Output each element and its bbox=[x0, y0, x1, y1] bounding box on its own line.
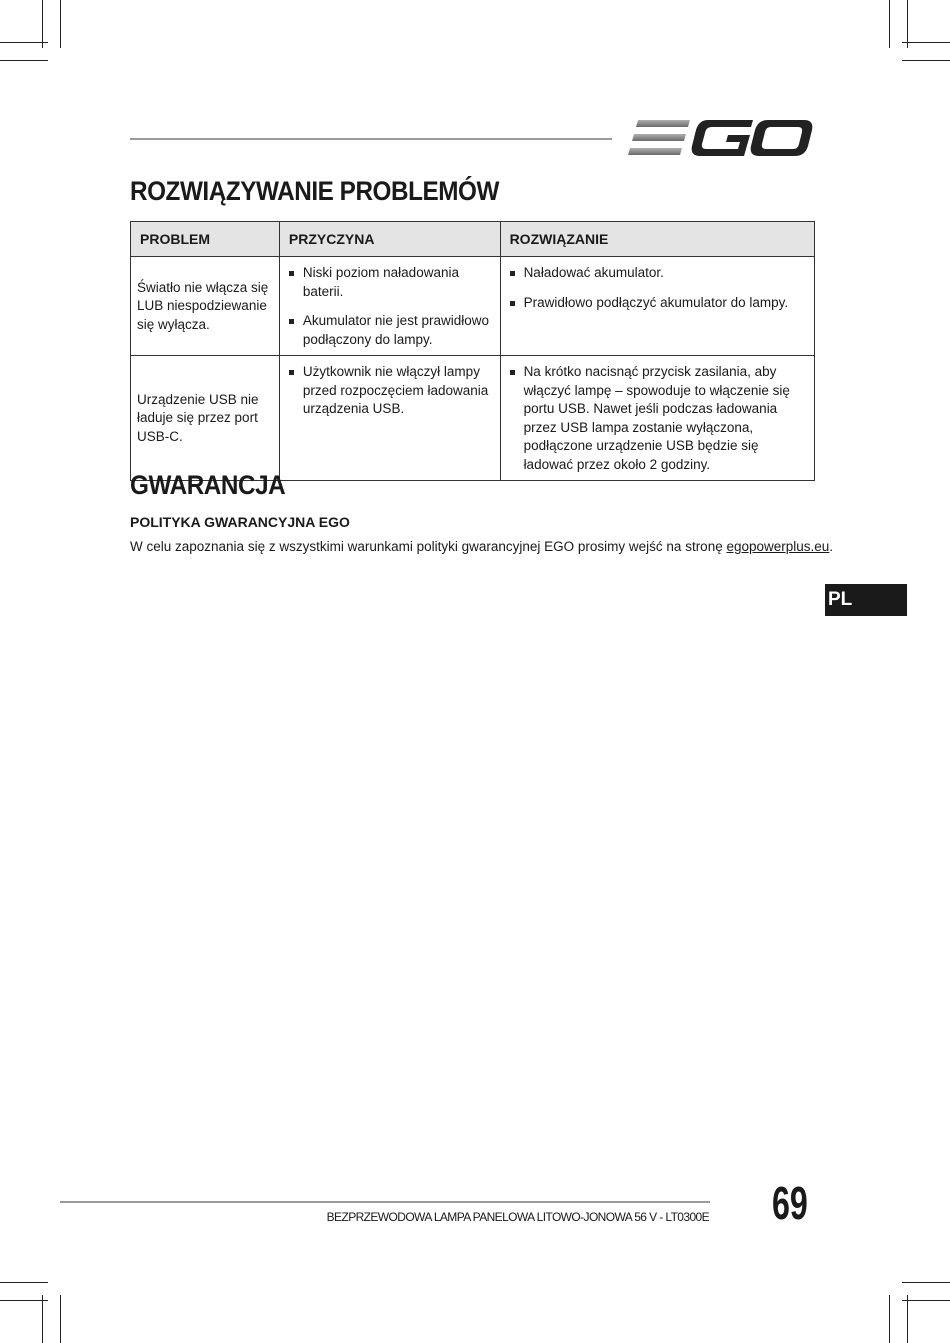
crop-mark bbox=[0, 60, 48, 61]
crop-mark bbox=[889, 1295, 890, 1343]
page-number: 69 bbox=[772, 1177, 808, 1229]
crop-mark bbox=[60, 1295, 61, 1343]
solution-item: Naładować akumulator. bbox=[507, 264, 808, 283]
table-row bbox=[131, 356, 815, 481]
troubleshooting-table bbox=[130, 221, 815, 481]
header-solution: ROZWIĄZANIE bbox=[500, 222, 814, 257]
warranty-text-body: W celu zapoznania się z wszystkimi warunkami polityki gwarancyjnej EGO prosimy wejść na stronę bbox=[130, 539, 727, 554]
crop-mark bbox=[902, 60, 950, 61]
problem-cell: Światło nie włącza się LUB niespodziewanie się wyłącza. bbox=[131, 257, 280, 356]
problem-cell: Urządzenie USB nie ładuje się przez port USB-C. bbox=[131, 356, 280, 481]
troubleshooting-title: ROZWIĄZYWANIE PROBLEMÓW bbox=[130, 176, 499, 206]
cause-cell bbox=[279, 356, 500, 481]
crop-mark bbox=[889, 0, 890, 48]
warranty-link[interactable]: egopowerplus.eu bbox=[726, 539, 830, 554]
crop-mark bbox=[0, 1300, 48, 1301]
solution-item: Na krótko nacisnąć przycisk zasilania, aby włączyć lampę – spowoduje to włączenie się portu USB. Nawet jeśli podczas ładowania przez USB lampa zostanie wyłączona, podłączone urządzenie USB będzie się ładować przez około 2 godziny. bbox=[507, 363, 808, 474]
table-header-row bbox=[131, 222, 815, 257]
cause-cell bbox=[279, 257, 500, 356]
footer-rule bbox=[60, 1201, 710, 1203]
crop-mark bbox=[902, 42, 950, 43]
cause-item: Użytkownik nie włączył lampy przed rozpoczęciem ładowania urządzenia USB. bbox=[286, 363, 494, 419]
language-tab: PL bbox=[825, 584, 907, 616]
header-cause: PRZYCZYNA bbox=[279, 222, 500, 257]
crop-mark bbox=[907, 0, 908, 48]
crop-mark bbox=[902, 1300, 950, 1301]
footer-product-name: BEZPRZEWODOWA LAMPA PANELOWA LITOWO-JONOWA 56 V - LT0300E bbox=[326, 1210, 709, 1224]
warranty-text-end: . bbox=[829, 539, 834, 554]
crop-mark bbox=[907, 1295, 908, 1343]
table-row bbox=[131, 257, 815, 356]
cause-item: Akumulator nie jest prawidłowo podłączony do lampy. bbox=[286, 312, 494, 349]
cause-item: Niski poziom naładowania baterii. bbox=[286, 264, 494, 301]
crop-mark bbox=[42, 0, 43, 48]
solution-cell bbox=[500, 356, 814, 481]
solution-cell bbox=[500, 257, 814, 356]
crop-mark bbox=[902, 1282, 950, 1283]
header-rule bbox=[130, 138, 612, 140]
header-problem: PROBLEM bbox=[131, 222, 280, 257]
warranty-subtitle: POLITYKA GWARANCYJNA EGO bbox=[130, 514, 350, 530]
crop-mark bbox=[60, 0, 61, 48]
warranty-title: GWARANCJA bbox=[130, 470, 286, 500]
ego-logo bbox=[628, 116, 814, 160]
crop-mark bbox=[0, 1282, 48, 1283]
warranty-text bbox=[130, 539, 833, 554]
crop-mark bbox=[0, 42, 48, 43]
solution-item: Prawidłowo podłączyć akumulator do lampy. bbox=[507, 294, 808, 313]
crop-mark bbox=[42, 1295, 43, 1343]
